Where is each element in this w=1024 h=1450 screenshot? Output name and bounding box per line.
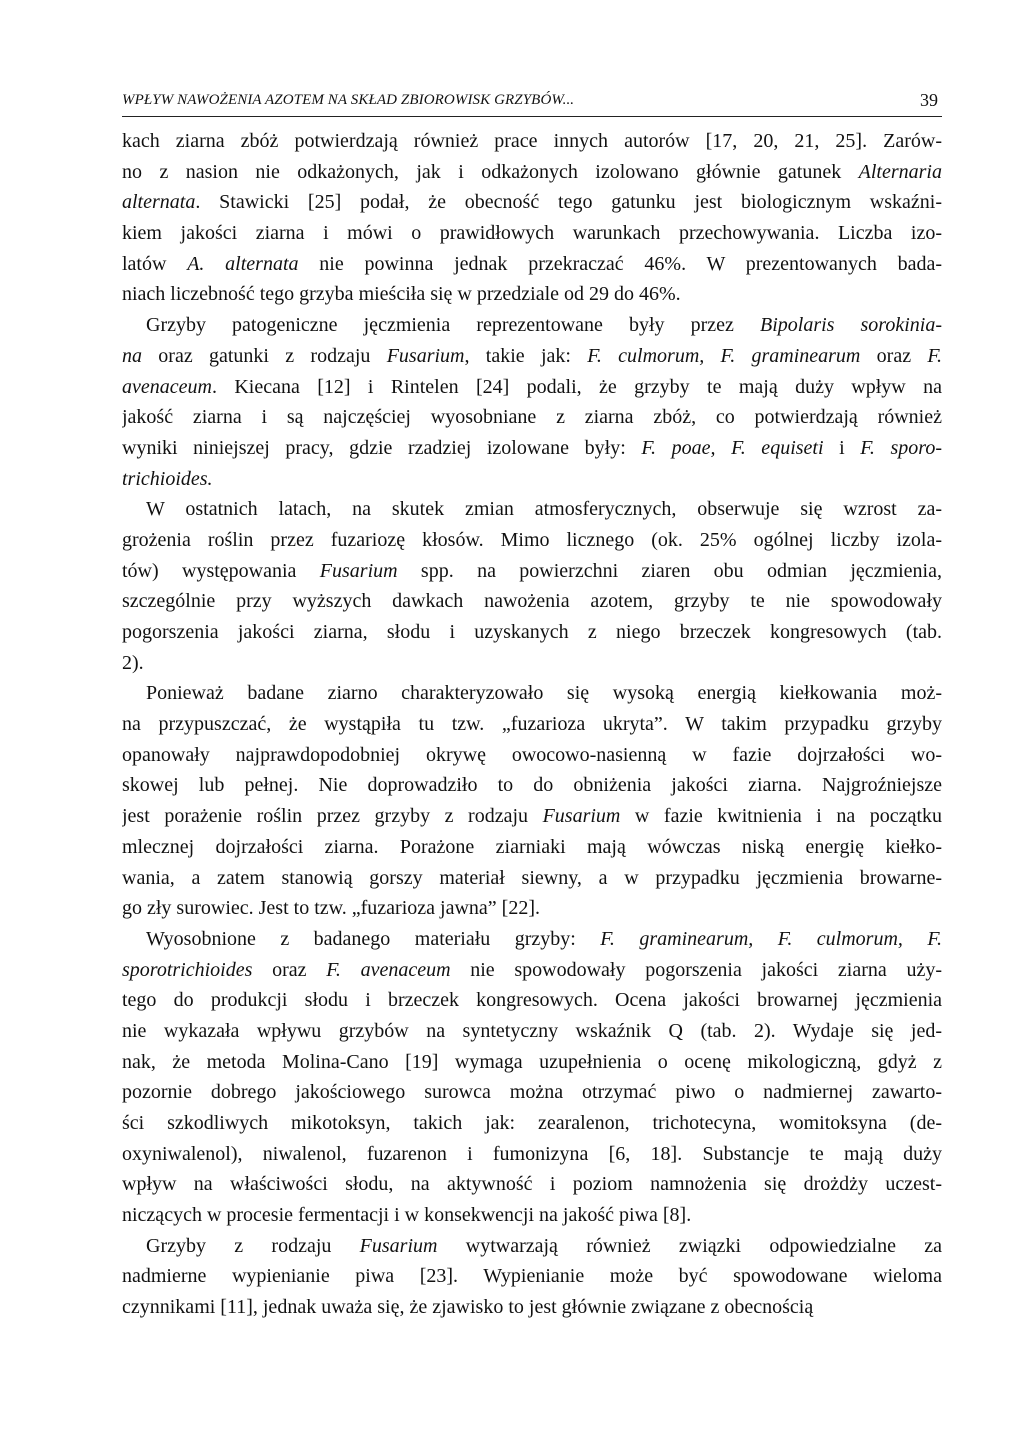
text-line	[122, 863, 942, 894]
text-span: pozornie dobrego jakościowego surowca można otrzymać piwo o nadmiernej zawarto-	[122, 1081, 942, 1104]
text-span: . Kiecana [12] i Rintelen [24] podali, że grzyby te mają duży wpływ na	[211, 375, 942, 398]
text-span: oraz	[860, 344, 928, 367]
text-line	[122, 1169, 942, 1200]
italic-span: Fusarium	[542, 805, 621, 828]
text-span: no z nasion nie odkażonych, jak i odkażonych izolowano głównie gatunek	[122, 160, 859, 183]
italic-span: Fusarium	[319, 559, 398, 582]
text-line	[122, 985, 942, 1016]
italic-span: alternata	[122, 191, 196, 214]
text-line	[122, 1261, 942, 1292]
text-line	[122, 1016, 942, 1047]
text-span: na przypuszczać, że wystąpiła tu tzw. „fuzarioza ukryta”. W takim przypadku grzyby	[122, 713, 942, 736]
text-line	[122, 1139, 942, 1170]
page-number: 39	[920, 90, 938, 110]
text-line	[122, 617, 942, 648]
italic-span: na	[122, 344, 142, 367]
text-span: nie wykazała wpływu grzybów na syntetyczny wskaźnik Q (tab. 2). Wydaje się jed-	[122, 1019, 942, 1042]
text-span: kach ziarna zbóż potwierdzają również prace innych autorów [17, 20, 21, 25]. Zarów-	[122, 130, 942, 152]
text-line	[122, 648, 942, 679]
text-line	[122, 1200, 942, 1231]
text-span: wania, a zatem stanowią gorszy materiał siewny, a w przypadku jęczmienia browarne-	[122, 866, 942, 889]
text-line	[122, 464, 942, 495]
text-line	[122, 924, 942, 955]
text-line	[122, 126, 942, 157]
text-line	[122, 341, 942, 372]
italic-span: Fusarium	[386, 344, 465, 367]
text-span: Grzyby patogeniczne jęczmienia reprezentowane były przez	[146, 314, 760, 337]
running-title: WPŁYW NAWOŻENIA AZOTEM NA SKŁAD ZBIOROWISK GRZYBÓW...	[122, 92, 575, 108]
text-span: Grzyby z rodzaju	[146, 1234, 360, 1257]
text-span: grożenia roślin przez fuzariozę kłosów. Mimo licznego (ok. 25% ogólnej liczby izola-	[122, 528, 942, 551]
paragraph	[122, 678, 942, 924]
text-line	[122, 218, 942, 249]
text-line	[122, 525, 942, 556]
italic-span: F. sporo-	[860, 436, 942, 459]
text-span: W ostatnich latach, na skutek zmian atmosferycznych, obserwuje się wzrost za-	[146, 498, 942, 521]
italic-span: sporotrichioides	[122, 958, 253, 981]
text-span: niach liczebność tego grzyba mieściła się w przedziale od 29 do 46%.	[122, 283, 681, 306]
italic-span: Fusarium	[359, 1234, 438, 1257]
text-span: w fazie kwitnienia i na początku	[620, 805, 942, 828]
text-line	[122, 955, 942, 986]
italic-span: A. alternata	[187, 252, 299, 275]
text-line	[122, 310, 942, 341]
text-span: opanowały najprawdopodobniej okrywę owocowo-nasienną w fazie dojrzałości wo-	[122, 743, 942, 766]
text-span: go zły surowiec. Jest to tzw. „fuzarioza jawna” [22].	[122, 897, 540, 920]
text-line	[122, 740, 942, 771]
text-line	[122, 402, 942, 433]
text-span: wpływ na właściwości słodu, na aktywność i poziom namnożenia się drożdży uczest-	[122, 1173, 942, 1196]
text-line	[122, 1292, 942, 1323]
text-span: oxyniwalenol), niwalenol, fuzarenon i fumonizyna [6, 18]. Substancje te mają duży	[122, 1142, 942, 1165]
italic-span: F.	[927, 344, 942, 367]
text-span: 2).	[122, 651, 144, 674]
text-span: skowej lub pełnej. Nie doprowadziło to do obniżenia jakości ziarna. Najgroźniejsze	[122, 774, 942, 797]
text-span: . Stawicki [25] podał, że obecność tego gatunku jest biologicznym wskaźni-	[195, 191, 942, 214]
text-line	[122, 279, 942, 310]
italic-span: F. poae, F. equiseti	[641, 436, 824, 459]
text-line	[122, 709, 942, 740]
text-line	[122, 1047, 942, 1078]
running-header	[122, 92, 942, 117]
paragraph	[122, 494, 942, 678]
italic-span: F. avenaceum	[326, 958, 451, 981]
text-line	[122, 249, 942, 280]
italic-span: F. graminearum, F. culmorum, F.	[600, 927, 942, 950]
text-span: pogorszenia jakości ziarna, słodu i uzyskanych z niego brzeczek kongresowych (tab.	[122, 621, 942, 643]
text-span: latów	[122, 252, 188, 275]
text-span: jakość ziarna i są najczęściej wyosobniane z ziarna zbóż, co potwierdzają również	[122, 406, 942, 429]
text-span: , takie jak:	[464, 344, 588, 367]
italic-span: Alternaria	[858, 160, 942, 183]
article-body	[122, 126, 942, 1323]
paragraph	[122, 1231, 942, 1323]
italic-span: Bipolaris sorokinia-	[759, 314, 942, 337]
text-line	[122, 893, 942, 924]
text-span: kiem jakości ziarna i mówi o prawidłowych warunkach przechowywania. Liczba izo-	[122, 222, 942, 245]
text-line	[122, 1077, 942, 1108]
text-line	[122, 801, 942, 832]
italic-span: avenaceum	[122, 375, 212, 398]
text-span: Ponieważ badane ziarno charakteryzowało się wysoką energią kiełkowania moż-	[146, 682, 942, 705]
italic-span: trichioides.	[122, 467, 213, 490]
text-span: nie spowodowały pogorszenia jakości ziarna uży-	[450, 958, 942, 981]
paragraph	[122, 126, 942, 310]
text-line	[122, 494, 942, 525]
italic-span: F. culmorum, F. graminearum	[587, 344, 861, 367]
text-line	[122, 157, 942, 188]
text-span: szczególnie przy wyższych dawkach nawożenia azotem, grzyby te nie spowodowały	[122, 590, 942, 613]
text-line	[122, 832, 942, 863]
text-line	[122, 433, 942, 464]
text-line	[122, 770, 942, 801]
text-span: wyniki niniejszej pracy, gdzie rzadziej izolowane były:	[122, 436, 642, 459]
text-span: tego do produkcji słodu i brzeczek kongresowych. Ocena jakości browarnej jęczmienia	[122, 989, 942, 1012]
text-span: oraz	[252, 958, 327, 981]
text-span: mlecznej dojrzałości ziarna. Porażone ziarniaki mają wówczas niską energię kiełko-	[122, 835, 942, 858]
text-line	[122, 678, 942, 709]
text-span: nie powinna jednak przekraczać 46%. W prezentowanych bada-	[298, 252, 942, 275]
text-span: spp. na powierzchni ziaren obu odmian jęczmienia,	[397, 559, 942, 582]
text-span: tów) występowania	[122, 559, 320, 582]
text-span: czynnikami [11], jednak uważa się, że zjawisko to jest głównie związane z obecnością	[122, 1296, 814, 1319]
text-line	[122, 1108, 942, 1139]
text-line	[122, 372, 942, 403]
text-span: Wyosobnione z badanego materiału grzyby:	[146, 927, 601, 950]
paragraph	[122, 310, 942, 494]
text-span: nak, że metoda Molina-Cano [19] wymaga uzupełnienia o ocenę mikologiczną, gdyż z	[122, 1050, 942, 1073]
text-span: oraz gatunki z rodzaju	[142, 344, 387, 367]
text-span: nadmierne wypienianie piwa [23]. Wypienianie może być spowodowane wieloma	[122, 1265, 942, 1288]
text-line	[122, 1231, 942, 1262]
text-span: niczących w procesie fermentacji i w konsekwencji na jakość piwa [8].	[122, 1204, 692, 1227]
text-line	[122, 586, 942, 617]
text-line	[122, 187, 942, 218]
text-span: jest porażenie roślin przez grzyby z rodzaju	[122, 805, 543, 828]
paragraph	[122, 924, 942, 1231]
text-span: ści szkodliwych mikotoksyn, takich jak: zearalenon, trichotecyna, womitoksyna (de-	[122, 1112, 942, 1134]
text-span: i	[823, 436, 861, 459]
text-line	[122, 556, 942, 587]
text-span: wytwarzają również związki odpowiedzialne za	[437, 1234, 942, 1257]
